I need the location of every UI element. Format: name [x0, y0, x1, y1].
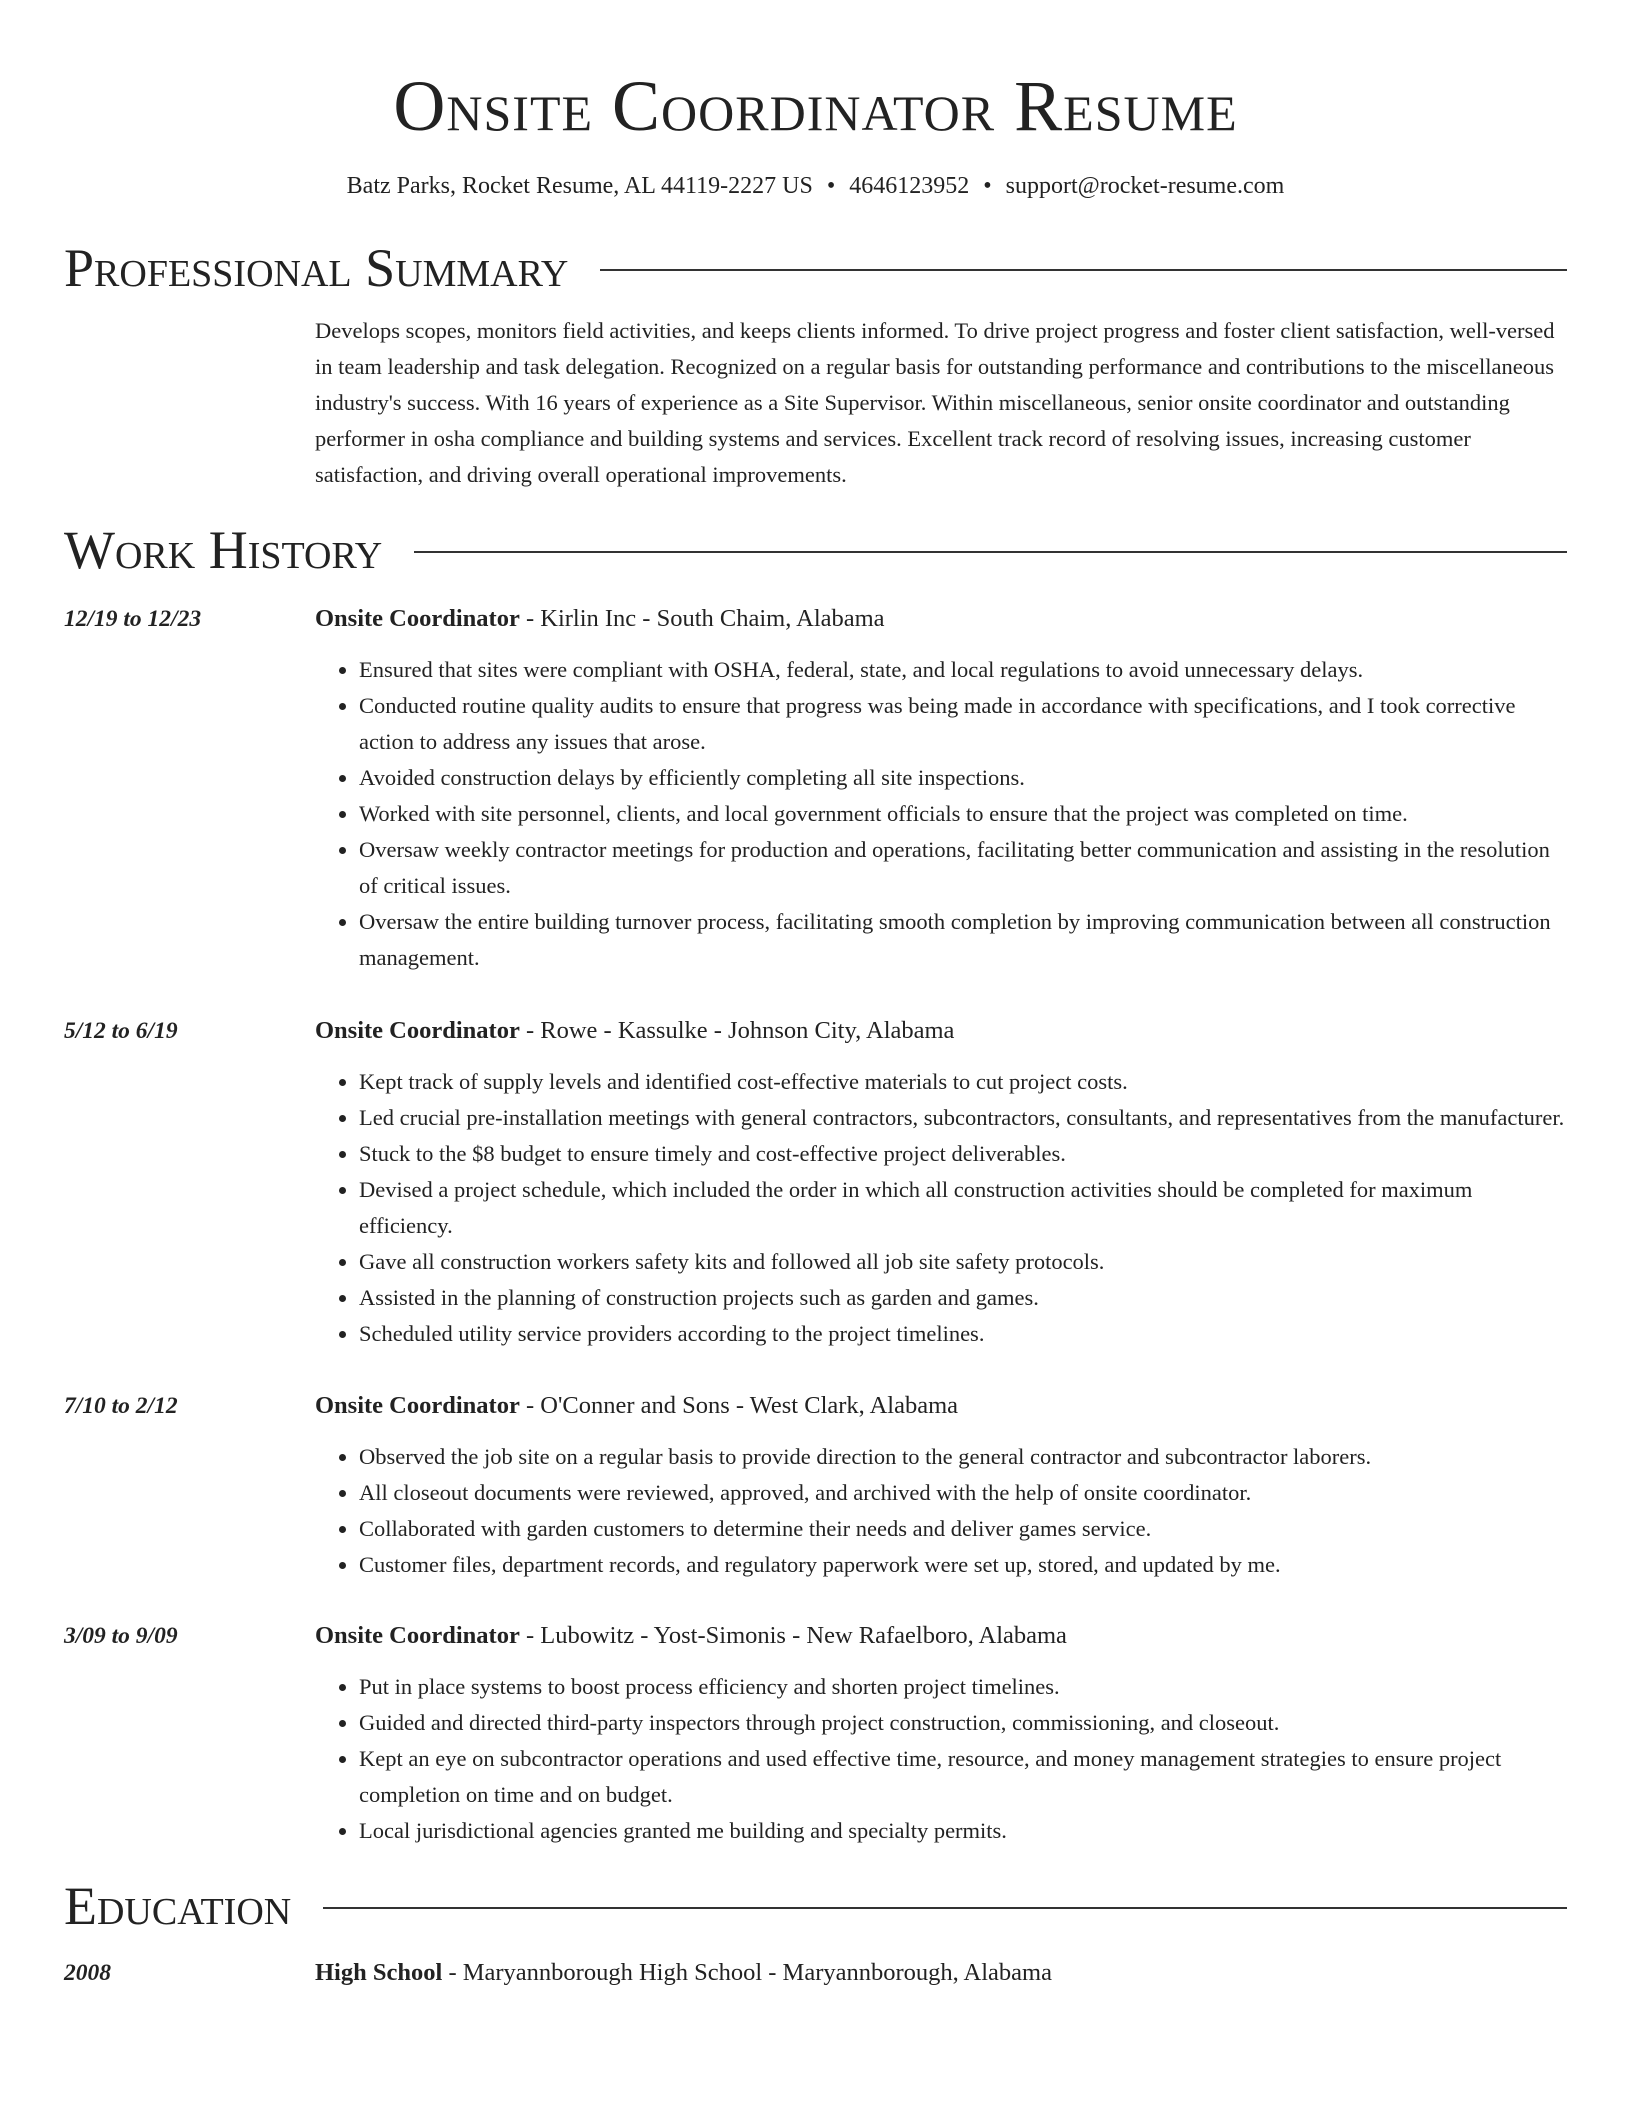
job-role: Onsite Coordinator: [315, 1622, 520, 1649]
contact-line: [64, 170, 1567, 202]
list-item: • Local jurisdictional agencies granted me building and specialty permits.: [359, 1813, 1567, 1849]
education-body: [315, 1955, 1567, 1991]
contact-phone: 4646123952: [849, 173, 970, 199]
list-item: • Kept track of supply levels and identified cost-effective materials to cut project costs.: [359, 1064, 1567, 1100]
list-item: • Oversaw the entire building turnover process, facilitating smooth completion by improving communication between all construction management.: [359, 904, 1567, 976]
job-body: [315, 1618, 1567, 1849]
list-item: • Observed the job site on a regular basis to provide direction to the general contractor and subcontractor laborers.: [359, 1439, 1567, 1475]
job-entry: [64, 601, 1567, 976]
job-title-line: [315, 1618, 1567, 1654]
job-dates: 7/10 to 2/12: [64, 1393, 178, 1419]
job-entry: [64, 1013, 1567, 1352]
job-dates: 5/12 to 6/19: [64, 1018, 178, 1044]
section-header-work-history: [64, 517, 1567, 583]
list-item: • Ensured that sites were compliant with OSHA, federal, state, and local regulations to avoid unnecessary delays.: [359, 652, 1567, 688]
list-item: • Guided and directed third-party inspectors through project construction, commissioning, and closeout.: [359, 1705, 1567, 1741]
job-body: [315, 601, 1567, 976]
section-title-summary: Professional Summary: [64, 238, 569, 298]
job-title-line: [315, 601, 1567, 637]
job-details: - O'Conner and Sons - West Clark, Alabama: [519, 1392, 958, 1419]
education-title-line: [315, 1955, 1567, 1991]
list-item: • Customer files, department records, and regulatory paperwork were set up, stored, and updated by me.: [359, 1547, 1567, 1583]
section-divider: [600, 269, 1567, 271]
job-title-line: [315, 1013, 1567, 1049]
education-details: - Maryannborough High School - Maryannborough, Alabama: [442, 1959, 1052, 1986]
list-item: • Stuck to the $8 budget to ensure timely and cost-effective project deliverables.: [359, 1136, 1567, 1172]
job-role: Onsite Coordinator: [315, 1392, 520, 1419]
job-role: Onsite Coordinator: [315, 1017, 520, 1044]
section-header-summary: [64, 235, 1567, 301]
list-item: • Gave all construction workers safety kits and followed all job site safety protocols.: [359, 1244, 1567, 1280]
job-entry: [64, 1618, 1567, 1849]
list-item: • Devised a project schedule, which included the order in which all construction activities should be completed for maximum efficiency.: [359, 1172, 1567, 1244]
section-title-work-history: Work History: [64, 520, 383, 580]
job-details: - Lubowitz - Yost-Simonis - New Rafaelboro, Alabama: [519, 1622, 1067, 1649]
list-item: • Led crucial pre-installation meetings with general contractors, subcontractors, consultants, and representatives from the manufacturer.: [359, 1100, 1567, 1136]
summary-text: Develops scopes, monitors field activities, and keeps clients informed. To drive project progress and foster client satisfaction, well-versed in team leadership and task delegation. Recognized on a regular basis for outstanding performance and contributions to the miscellaneous industry's success. With 16 years of experience as a Site Supervisor. Within miscellaneous, senior onsite coordinator and outstanding performer in osha compliance and building systems and services. Excellent track record of resolving issues, increasing customer satisfaction, and driving overall operational improvements.: [315, 318, 1555, 487]
job-bullet-list: [315, 652, 1567, 976]
list-item: • Assisted in the planning of construction projects such as garden and games.: [359, 1280, 1567, 1316]
section-header-education: [64, 1873, 1567, 1939]
section-title-education: Education: [64, 1876, 292, 1936]
resume-title: Onsite Coordinator Resume: [393, 66, 1238, 146]
list-item: • Oversaw weekly contractor meetings for production and operations, facilitating better communication and assisting in the resolution of critical issues.: [359, 832, 1567, 904]
job-dates: 12/19 to 12/23: [64, 606, 202, 632]
job-body: [315, 1388, 1567, 1583]
job-title-line: [315, 1388, 1567, 1424]
job-details: - Rowe - Kassulke - Johnson City, Alabama: [519, 1017, 955, 1044]
list-item: • Collaborated with garden customers to determine their needs and deliver games service.: [359, 1511, 1567, 1547]
section-divider: [323, 1907, 1567, 1909]
contact-address: Batz Parks, Rocket Resume, AL 44119-2227 US: [346, 173, 813, 199]
contact-email: support@rocket-resume.com: [1005, 173, 1285, 199]
list-item: • Kept an eye on subcontractor operations and used effective time, resource, and money management strategies to ensure project completion on time and on budget.: [359, 1741, 1567, 1813]
job-bullet-list: [315, 1064, 1567, 1352]
list-item: • Conducted routine quality audits to ensure that progress was being made in accordance with specifications, and I took corrective action to address any issues that arose.: [359, 688, 1567, 760]
list-item: • Put in place systems to boost process efficiency and shorten project timelines.: [359, 1669, 1567, 1705]
job-details: - Kirlin Inc - South Chaim, Alabama: [519, 605, 885, 632]
summary-block: [315, 313, 1567, 493]
contact-separator: •: [826, 173, 836, 199]
job-role: Onsite Coordinator: [315, 605, 520, 632]
job-dates: 3/09 to 9/09: [64, 1623, 178, 1649]
education-degree: High School: [315, 1959, 443, 1986]
list-item: • All closeout documents were reviewed, approved, and archived with the help of onsite coordinator.: [359, 1475, 1567, 1511]
education-entry: [64, 1955, 1567, 1991]
contact-separator: •: [983, 173, 992, 199]
list-item: • Avoided construction delays by efficiently completing all site inspections.: [359, 760, 1567, 796]
section-divider: [414, 551, 1567, 553]
education-year: 2008: [64, 1960, 111, 1986]
job-body: [315, 1013, 1567, 1352]
job-bullet-list: [315, 1669, 1567, 1849]
job-bullet-list: [315, 1439, 1567, 1583]
job-entry: [64, 1388, 1567, 1583]
list-item: • Worked with site personnel, clients, and local government officials to ensure that the project was completed on time.: [359, 796, 1567, 832]
list-item: • Scheduled utility service providers according to the project timelines.: [359, 1316, 1567, 1352]
